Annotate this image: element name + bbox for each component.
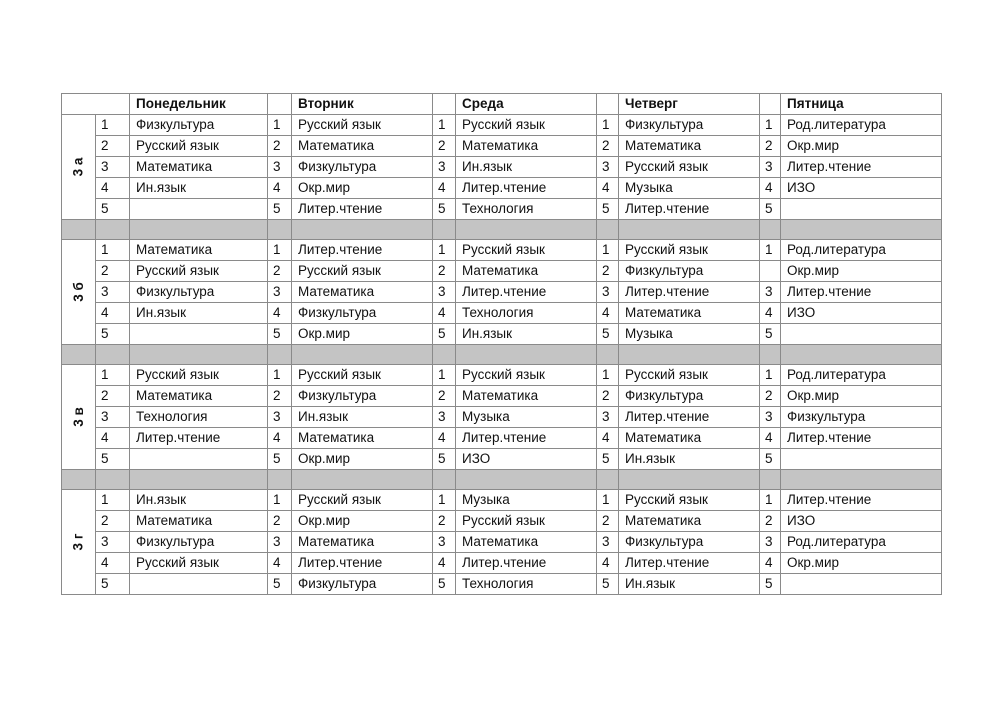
subject-cell: Русский язык	[130, 365, 268, 386]
lesson-number: 5	[268, 324, 292, 345]
lesson-number: 1	[433, 240, 456, 261]
subject-cell: Математика	[619, 303, 760, 324]
lesson-number: 2	[433, 511, 456, 532]
lesson-number: 3	[433, 282, 456, 303]
subject-cell: Окр.мир	[781, 136, 942, 157]
lesson-number: 5	[96, 199, 130, 220]
header-num-spacer	[268, 94, 292, 115]
subject-cell: Математика	[456, 261, 597, 282]
lesson-number: 5	[597, 449, 619, 470]
separator-cell	[268, 345, 292, 365]
lesson-number: 4	[433, 178, 456, 199]
subject-cell: Русский язык	[619, 240, 760, 261]
lesson-row	[62, 324, 942, 345]
lesson-number: 4	[433, 553, 456, 574]
subject-cell: Физкультура	[619, 261, 760, 282]
lesson-number: 1	[433, 115, 456, 136]
subject-cell: ИЗО	[781, 178, 942, 199]
subject-cell: Ин.язык	[456, 157, 597, 178]
separator-cell	[456, 220, 597, 240]
subject-cell: Литер.чтение	[456, 282, 597, 303]
class-label-cell	[62, 365, 96, 470]
lesson-number: 2	[268, 261, 292, 282]
lesson-number: 5	[96, 449, 130, 470]
lesson-number: 4	[268, 428, 292, 449]
subject-cell: Технология	[456, 199, 597, 220]
separator-cell	[597, 470, 619, 490]
subject-cell: ИЗО	[781, 303, 942, 324]
subject-cell: Физкультура	[781, 407, 942, 428]
lesson-number: 4	[597, 178, 619, 199]
subject-cell: Русский язык	[130, 261, 268, 282]
lesson-row	[62, 449, 942, 470]
subject-cell: Русский язык	[292, 261, 433, 282]
lesson-number: 2	[760, 511, 781, 532]
lesson-row	[62, 428, 942, 449]
header-row	[62, 94, 942, 115]
subject-cell: Окр.мир	[781, 261, 942, 282]
lesson-number: 4	[760, 553, 781, 574]
lesson-number: 3	[96, 282, 130, 303]
lesson-number: 4	[96, 428, 130, 449]
lesson-number: 3	[760, 532, 781, 553]
lesson-number: 1	[760, 365, 781, 386]
lesson-number: 4	[268, 178, 292, 199]
schedule-body	[62, 115, 942, 595]
subject-cell: Физкультура	[619, 386, 760, 407]
lesson-row	[62, 303, 942, 324]
subject-cell: Род.литература	[781, 115, 942, 136]
subject-cell: Физкультура	[130, 115, 268, 136]
subject-cell	[781, 449, 942, 470]
subject-cell: Русский язык	[292, 115, 433, 136]
lesson-number: 2	[96, 261, 130, 282]
day-header-monday: Понедельник	[130, 94, 268, 115]
separator-cell	[597, 220, 619, 240]
lesson-number: 4	[96, 303, 130, 324]
separator-cell	[619, 470, 760, 490]
separator-cell	[62, 220, 96, 240]
lesson-row	[62, 574, 942, 595]
day-header-thursday: Четверг	[619, 94, 760, 115]
subject-cell: Математика	[292, 282, 433, 303]
separator-cell	[760, 345, 781, 365]
subject-cell: Литер.чтение	[456, 428, 597, 449]
subject-cell: Русский язык	[130, 553, 268, 574]
lesson-row	[62, 157, 942, 178]
subject-cell: Русский язык	[619, 365, 760, 386]
lesson-number: 4	[433, 303, 456, 324]
lesson-number: 2	[760, 386, 781, 407]
separator-cell	[130, 220, 268, 240]
class-label: 3 г	[70, 533, 86, 551]
subject-cell: Род.литература	[781, 532, 942, 553]
subject-cell: Литер.чтение	[781, 490, 942, 511]
schedule-table	[61, 93, 942, 595]
subject-cell: Литер.чтение	[781, 428, 942, 449]
subject-cell: Окр.мир	[781, 553, 942, 574]
lesson-number: 5	[268, 199, 292, 220]
subject-cell: Окр.мир	[292, 511, 433, 532]
lesson-number: 3	[268, 157, 292, 178]
lesson-number: 2	[96, 136, 130, 157]
lesson-row	[62, 199, 942, 220]
lesson-number: 2	[760, 136, 781, 157]
lesson-number: 3	[597, 407, 619, 428]
lesson-number: 1	[96, 365, 130, 386]
lesson-number: 5	[268, 449, 292, 470]
class-label: 3 а	[70, 157, 86, 177]
lesson-number: 2	[597, 136, 619, 157]
subject-cell: Литер.чтение	[619, 282, 760, 303]
lesson-number: 4	[597, 428, 619, 449]
class-label: 3 б	[70, 282, 86, 302]
lesson-number: 3	[96, 532, 130, 553]
lesson-row	[62, 115, 942, 136]
subject-cell: Ин.язык	[619, 574, 760, 595]
lesson-number: 5	[433, 324, 456, 345]
subject-cell: Ин.язык	[130, 303, 268, 324]
lesson-row	[62, 261, 942, 282]
lesson-number: 1	[96, 490, 130, 511]
lesson-number: 5	[268, 574, 292, 595]
lesson-number: 2	[268, 136, 292, 157]
subject-cell: Литер.чтение	[781, 282, 942, 303]
lesson-number: 1	[96, 240, 130, 261]
subject-cell: Русский язык	[456, 511, 597, 532]
separator-cell	[456, 345, 597, 365]
lesson-number: 1	[597, 490, 619, 511]
subject-cell: Русский язык	[619, 490, 760, 511]
separator-cell	[130, 345, 268, 365]
subject-cell: Род.литература	[781, 365, 942, 386]
separator-cell	[96, 345, 130, 365]
lesson-number: 3	[96, 407, 130, 428]
lesson-number: 4	[760, 178, 781, 199]
lesson-number: 3	[597, 532, 619, 553]
subject-cell: Ин.язык	[130, 178, 268, 199]
lesson-number: 5	[760, 199, 781, 220]
separator-cell	[619, 345, 760, 365]
subject-cell: Русский язык	[456, 365, 597, 386]
header-corner	[62, 94, 130, 115]
class-label-cell	[62, 115, 96, 220]
separator-cell	[781, 470, 942, 490]
lesson-number: 5	[760, 324, 781, 345]
separator-cell	[781, 345, 942, 365]
subject-cell: Литер.чтение	[130, 428, 268, 449]
subject-cell	[781, 324, 942, 345]
separator-cell	[433, 345, 456, 365]
subject-cell: Математика	[456, 136, 597, 157]
separator-cell	[760, 470, 781, 490]
subject-cell: Русский язык	[456, 240, 597, 261]
separator-cell	[456, 470, 597, 490]
separator-cell	[292, 470, 433, 490]
subject-cell: Математика	[619, 136, 760, 157]
lesson-number: 3	[597, 282, 619, 303]
lesson-number: 3	[760, 282, 781, 303]
lesson-number: 5	[433, 574, 456, 595]
lesson-number: 2	[268, 511, 292, 532]
lesson-number: 4	[268, 303, 292, 324]
lesson-number: 5	[597, 199, 619, 220]
subject-cell: Русский язык	[619, 157, 760, 178]
lesson-row	[62, 407, 942, 428]
subject-cell: Музыка	[619, 324, 760, 345]
class-label: 3 в	[70, 407, 86, 427]
lesson-number: 1	[268, 240, 292, 261]
class-label-cell	[62, 240, 96, 345]
subject-cell: Литер.чтение	[456, 553, 597, 574]
subject-cell: Математика	[619, 428, 760, 449]
lesson-number: 1	[268, 115, 292, 136]
subject-cell: Физкультура	[619, 532, 760, 553]
subject-cell: Физкультура	[292, 303, 433, 324]
subject-cell: Математика	[130, 386, 268, 407]
header-num-spacer	[433, 94, 456, 115]
lesson-number: 1	[597, 240, 619, 261]
lesson-number: 3	[96, 157, 130, 178]
lesson-number: 4	[96, 553, 130, 574]
lesson-number: 1	[760, 115, 781, 136]
header-num-spacer	[597, 94, 619, 115]
subject-cell: Музыка	[456, 490, 597, 511]
lesson-number: 4	[760, 428, 781, 449]
lesson-number: 4	[597, 553, 619, 574]
lesson-number: 2	[433, 261, 456, 282]
lesson-number: 1	[268, 365, 292, 386]
lesson-number: 5	[597, 574, 619, 595]
class-label-cell	[62, 490, 96, 595]
lesson-number: 2	[433, 386, 456, 407]
separator-cell	[292, 345, 433, 365]
subject-cell: Русский язык	[292, 365, 433, 386]
separator-cell	[292, 220, 433, 240]
subject-cell: Математика	[292, 428, 433, 449]
lesson-row	[62, 178, 942, 199]
separator-cell	[130, 470, 268, 490]
subject-cell: Литер.чтение	[781, 157, 942, 178]
subject-cell	[781, 199, 942, 220]
lesson-number: 5	[597, 324, 619, 345]
separator-cell	[597, 345, 619, 365]
lesson-number: 4	[268, 553, 292, 574]
subject-cell: Математика	[130, 511, 268, 532]
lesson-number: 1	[597, 115, 619, 136]
lesson-number: 3	[597, 157, 619, 178]
subject-cell: Окр.мир	[781, 386, 942, 407]
separator-cell	[62, 345, 96, 365]
lesson-number: 3	[433, 532, 456, 553]
lesson-row	[62, 490, 942, 511]
lesson-number: 5	[760, 449, 781, 470]
subject-cell: Русский язык	[130, 136, 268, 157]
subject-cell: Математика	[456, 386, 597, 407]
subject-cell: Физкультура	[130, 532, 268, 553]
separator-cell	[433, 220, 456, 240]
subject-cell: Математика	[292, 136, 433, 157]
lesson-number: 1	[760, 490, 781, 511]
lesson-row	[62, 386, 942, 407]
lesson-row	[62, 136, 942, 157]
subject-cell: Физкультура	[619, 115, 760, 136]
lesson-number: 1	[433, 490, 456, 511]
subject-cell: Ин.язык	[619, 449, 760, 470]
lesson-number: 2	[268, 386, 292, 407]
subject-cell: Ин.язык	[292, 407, 433, 428]
lesson-number: 4	[760, 303, 781, 324]
subject-cell: Ин.язык	[130, 490, 268, 511]
lesson-number: 2	[96, 511, 130, 532]
subject-cell: Технология	[456, 574, 597, 595]
separator-cell	[268, 470, 292, 490]
lesson-number: 2	[597, 511, 619, 532]
subject-cell: Литер.чтение	[619, 199, 760, 220]
lesson-row	[62, 532, 942, 553]
subject-cell: Ин.язык	[456, 324, 597, 345]
separator-cell	[62, 470, 96, 490]
subject-cell: Музыка	[456, 407, 597, 428]
subject-cell	[130, 449, 268, 470]
header-num-spacer	[760, 94, 781, 115]
lesson-number: 3	[760, 157, 781, 178]
lesson-number: 5	[760, 574, 781, 595]
subject-cell: Русский язык	[292, 490, 433, 511]
lesson-number: 2	[96, 386, 130, 407]
lesson-row	[62, 511, 942, 532]
lesson-number: 1	[268, 490, 292, 511]
separator-row	[62, 470, 942, 490]
lesson-number: 1	[433, 365, 456, 386]
lesson-row	[62, 240, 942, 261]
subject-cell: Математика	[292, 532, 433, 553]
subject-cell: Математика	[619, 511, 760, 532]
separator-row	[62, 345, 942, 365]
separator-row	[62, 220, 942, 240]
subject-cell	[130, 574, 268, 595]
subject-cell: Музыка	[619, 178, 760, 199]
subject-cell: Физкультура	[130, 282, 268, 303]
subject-cell: Литер.чтение	[456, 178, 597, 199]
lesson-row	[62, 365, 942, 386]
lesson-number: 5	[96, 324, 130, 345]
separator-cell	[268, 220, 292, 240]
lesson-number: 3	[268, 282, 292, 303]
lesson-number: 5	[433, 199, 456, 220]
subject-cell	[130, 324, 268, 345]
subject-cell: Математика	[130, 240, 268, 261]
day-header-tuesday: Вторник	[292, 94, 433, 115]
separator-cell	[433, 470, 456, 490]
lesson-number: 4	[597, 303, 619, 324]
lesson-number: 3	[268, 407, 292, 428]
subject-cell: Литер.чтение	[292, 240, 433, 261]
lesson-number: 1	[96, 115, 130, 136]
subject-cell: Математика	[130, 157, 268, 178]
subject-cell: Литер.чтение	[292, 199, 433, 220]
subject-cell: Физкультура	[292, 574, 433, 595]
lesson-number: 4	[433, 428, 456, 449]
subject-cell: ИЗО	[781, 511, 942, 532]
separator-cell	[781, 220, 942, 240]
subject-cell: Технология	[456, 303, 597, 324]
lesson-number: 2	[597, 386, 619, 407]
lesson-number: 3	[433, 157, 456, 178]
lesson-number: 1	[760, 240, 781, 261]
lesson-number: 5	[96, 574, 130, 595]
subject-cell: Технология	[130, 407, 268, 428]
lesson-row	[62, 282, 942, 303]
lesson-number: 3	[760, 407, 781, 428]
subject-cell: Литер.чтение	[619, 553, 760, 574]
subject-cell: Окр.мир	[292, 178, 433, 199]
subject-cell: Физкультура	[292, 386, 433, 407]
lesson-number: 2	[597, 261, 619, 282]
subject-cell: Русский язык	[456, 115, 597, 136]
lesson-number: 2	[433, 136, 456, 157]
separator-cell	[96, 470, 130, 490]
subject-cell	[781, 574, 942, 595]
lesson-number: 4	[96, 178, 130, 199]
lesson-number: 3	[268, 532, 292, 553]
subject-cell: Математика	[456, 532, 597, 553]
lesson-number: 3	[433, 407, 456, 428]
day-header-friday: Пятница	[781, 94, 942, 115]
subject-cell: ИЗО	[456, 449, 597, 470]
subject-cell: Окр.мир	[292, 324, 433, 345]
subject-cell: Род.литература	[781, 240, 942, 261]
separator-cell	[619, 220, 760, 240]
lesson-row	[62, 553, 942, 574]
subject-cell: Литер.чтение	[619, 407, 760, 428]
subject-cell: Литер.чтение	[292, 553, 433, 574]
separator-cell	[96, 220, 130, 240]
subject-cell	[130, 199, 268, 220]
lesson-number: 1	[597, 365, 619, 386]
subject-cell: Окр.мир	[292, 449, 433, 470]
separator-cell	[760, 220, 781, 240]
day-header-wednesday: Среда	[456, 94, 597, 115]
lesson-number	[760, 261, 781, 282]
lesson-number: 5	[433, 449, 456, 470]
subject-cell: Физкультура	[292, 157, 433, 178]
